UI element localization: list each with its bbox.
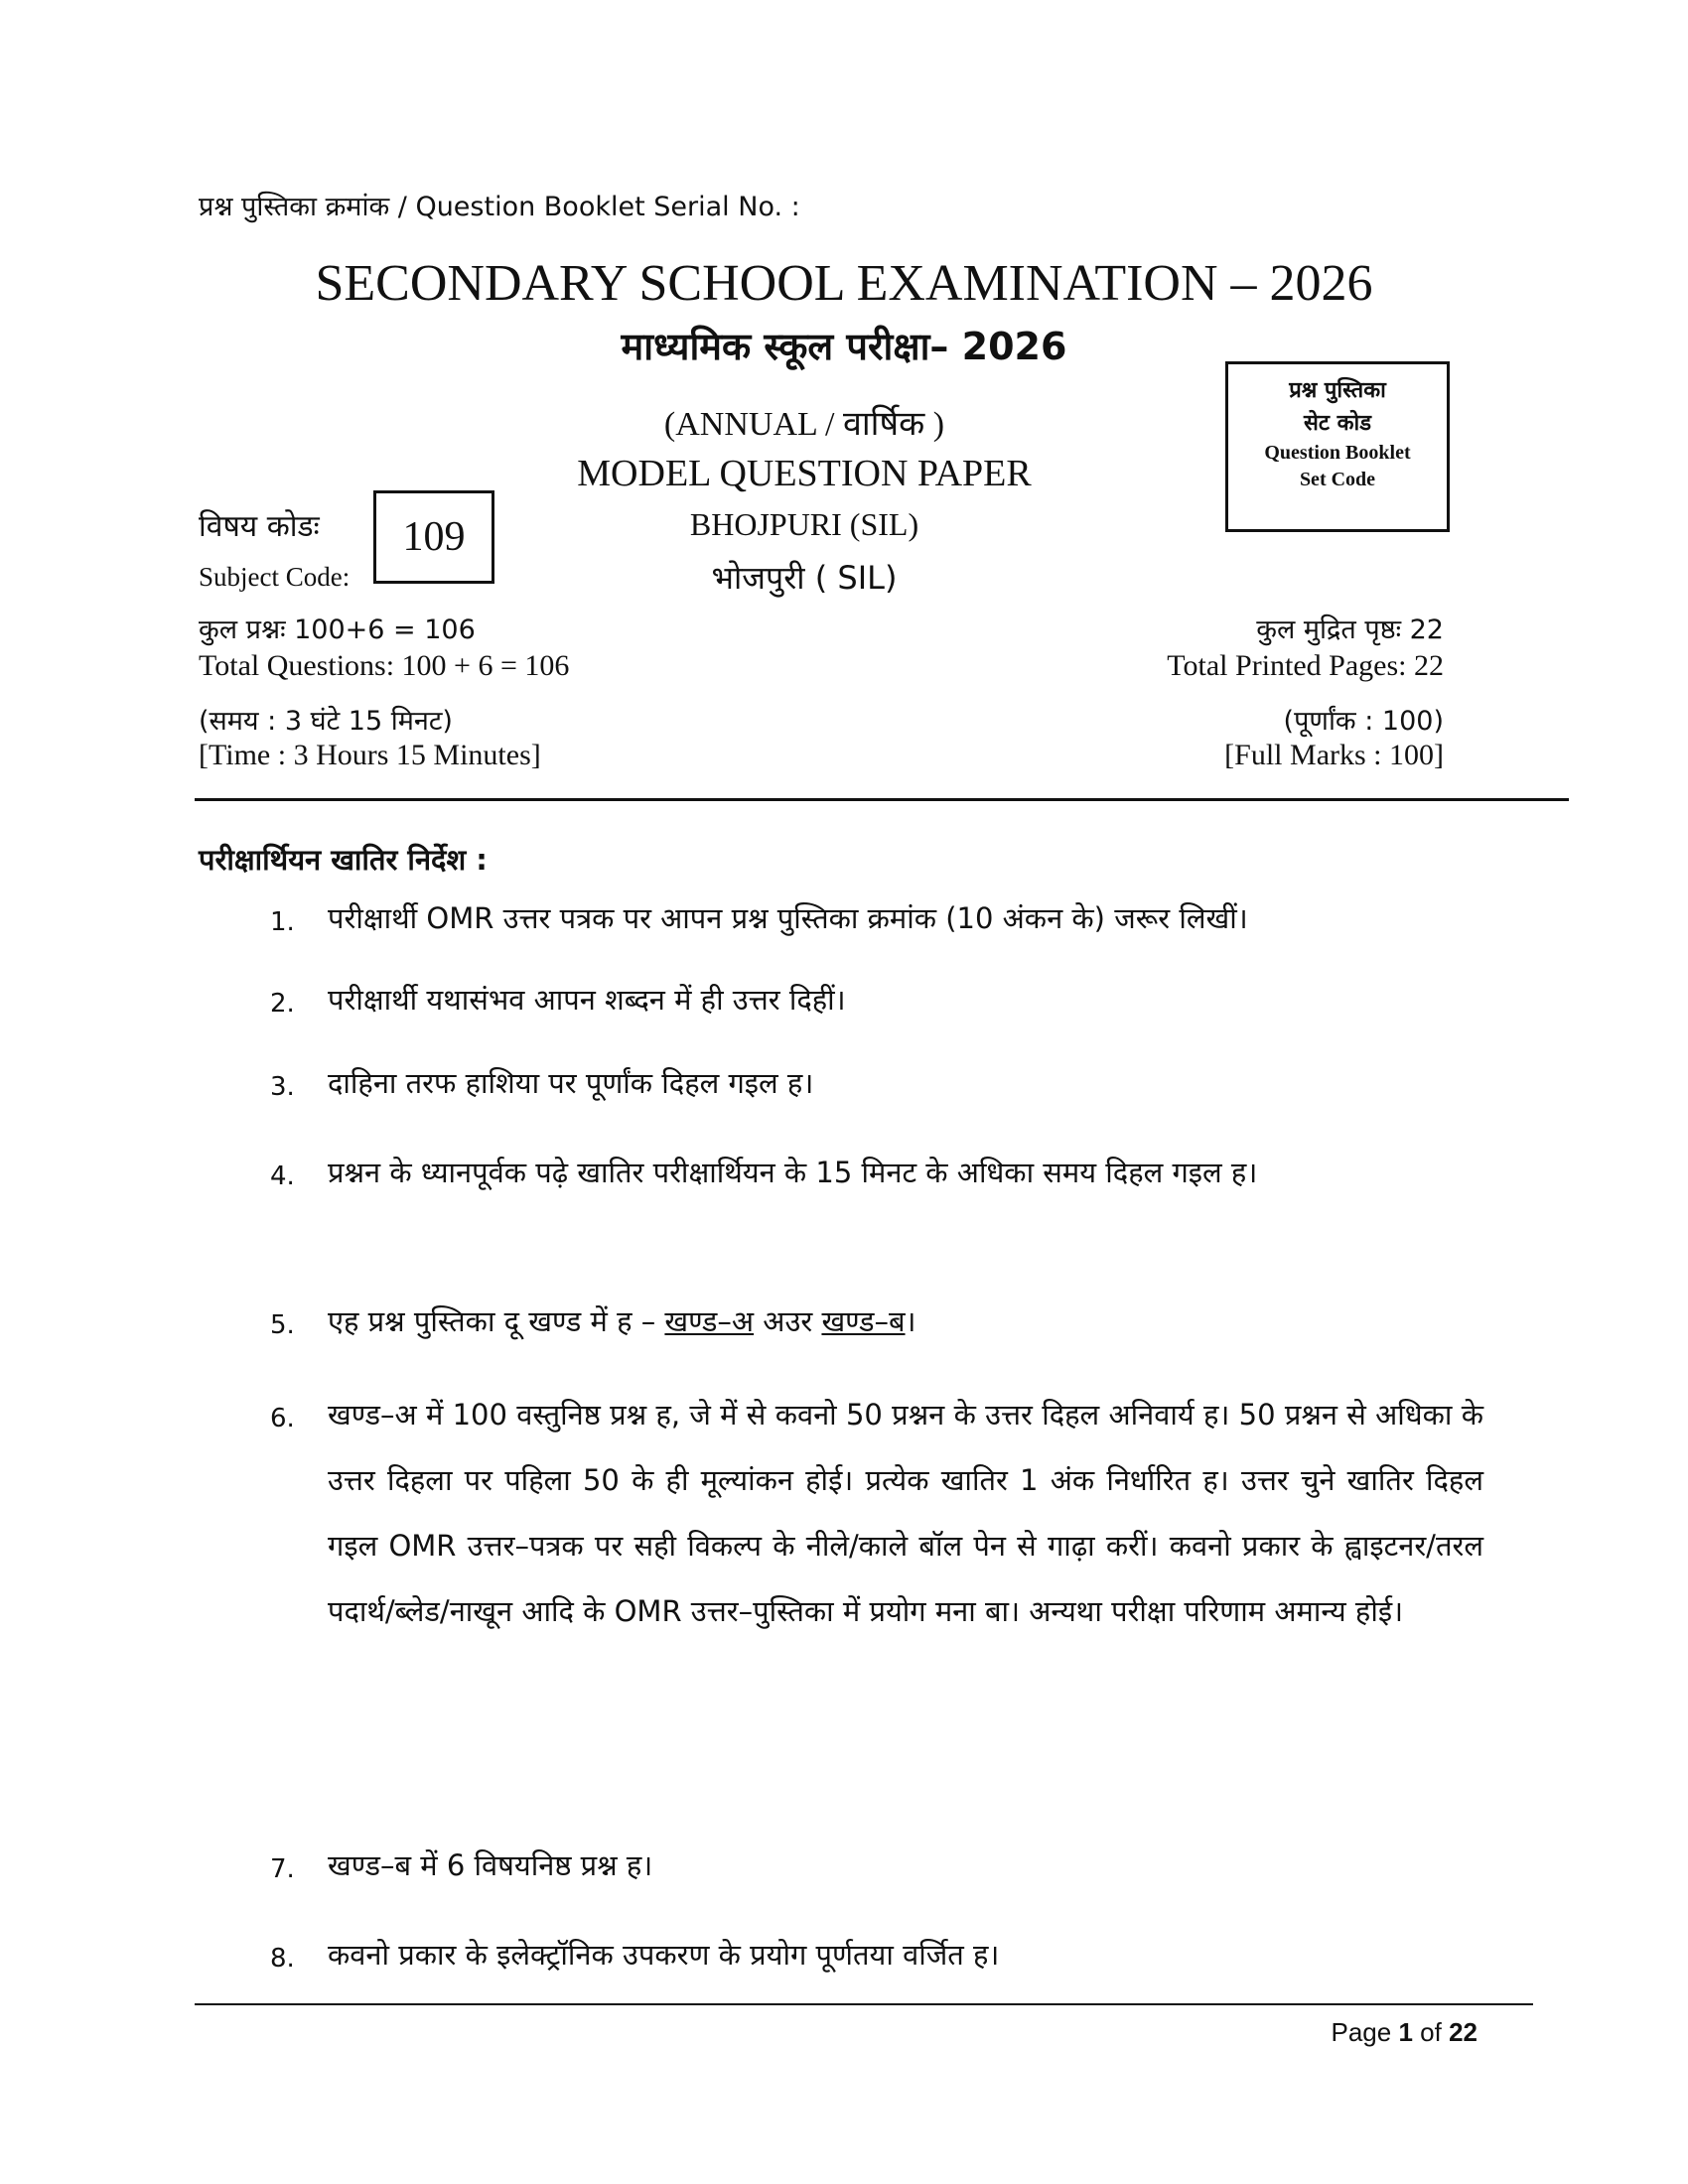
instruction-text: कवनो प्रकार के इलेक्ट्रॉनिक उपकरण के प्रयोग पूर्णतया वर्जित ह। bbox=[328, 1938, 1000, 1972]
subject-name-hindi: भोजपुरी ( SIL) bbox=[711, 559, 898, 597]
instruction-number: 7. bbox=[270, 1854, 295, 1884]
annual-label: (ANNUAL / वार्षिक ) bbox=[663, 406, 945, 443]
instruction-text: प्रश्नन के ध्यानपूर्वक पढ़े खातिर परीक्षार्थियन के 15 मिनट के अधिका समय दिहल गइल ह। bbox=[328, 1156, 1258, 1189]
instruction-number: 1. bbox=[270, 907, 295, 937]
time-hindi: (समय : 3 घंटे 15 मिनट) bbox=[199, 706, 453, 737]
instruction-text: परीक्षार्थी यथासंभव आपन शब्दन में ही उत्तर दिहीं। bbox=[328, 983, 846, 1017]
full-marks-english: [Full Marks : 100] bbox=[1224, 739, 1444, 771]
page-number: 1 bbox=[1398, 2017, 1413, 2047]
subject-code-box: 109 bbox=[373, 490, 494, 584]
paper-type: MODEL QUESTION PAPER bbox=[577, 453, 1032, 494]
instruction-text-mid: अउर bbox=[754, 1304, 822, 1338]
serial-number-label: प्रश्न पुस्तिका क्रमांक / Question Booklet Serial No. : bbox=[199, 192, 800, 222]
instruction-text: परीक्षार्थी OMR उत्तर पत्रक पर आपन प्रश्न पुस्तिका क्रमांक (10 अंकन के) जरूर लिखीं। bbox=[328, 901, 1248, 935]
subject-name-english: BHOJPURI (SIL) bbox=[689, 506, 919, 542]
set-code-line2: सेट कोड bbox=[1304, 411, 1371, 436]
instruction-text: खण्ड–ब में 6 विषयनिष्ठ प्रश्न ह। bbox=[328, 1848, 653, 1882]
full-marks-hindi: (पूर्णांक : 100) bbox=[1283, 706, 1444, 737]
instruction-number: 8. bbox=[270, 1944, 295, 1974]
subject-code-label-hindi: विषय कोडः bbox=[199, 509, 320, 544]
exam-title-english: SECONDARY SCHOOL EXAMINATION – 2026 bbox=[315, 255, 1373, 312]
exam-title-hindi: माध्यमिक स्कूल परीक्षा– 2026 bbox=[621, 325, 1067, 368]
set-code-line1: प्रश्न पुस्तिका bbox=[1289, 378, 1386, 403]
total-questions-hindi: कुल प्रश्नः 100+6 = 106 bbox=[199, 614, 476, 645]
set-code-line3: Question Booklet bbox=[1264, 442, 1411, 464]
page-total: 22 bbox=[1449, 2017, 1477, 2047]
divider-top bbox=[195, 798, 1569, 801]
instruction-text-pre: एह प्रश्न पुस्तिका दू खण्ड में ह – bbox=[328, 1304, 665, 1338]
page-footer bbox=[1331, 2017, 1477, 2048]
total-questions-english: Total Questions: 100 + 6 = 106 bbox=[199, 649, 570, 682]
total-pages-english: Total Printed Pages: 22 bbox=[1167, 649, 1444, 682]
instruction-number: 3. bbox=[270, 1072, 295, 1102]
section-b-link-text: खण्ड–ब bbox=[821, 1304, 906, 1338]
instruction-number: 4. bbox=[270, 1161, 295, 1191]
instruction-number: 6. bbox=[270, 1404, 295, 1433]
subject-code-label-english: Subject Code: bbox=[199, 562, 351, 592]
instruction-text-post: । bbox=[905, 1304, 916, 1338]
instruction-number: 5. bbox=[270, 1310, 295, 1340]
total-pages-hindi: कुल मुद्रित पृष्ठः 22 bbox=[1256, 614, 1444, 645]
section-a-link-text: खण्ड–अ bbox=[664, 1304, 755, 1338]
time-english: [Time : 3 Hours 15 Minutes] bbox=[199, 739, 541, 771]
set-code-line4: Set Code bbox=[1299, 469, 1376, 490]
instruction-text: खण्ड–अ में 100 वस्तुनिष्ठ प्रश्न ह, जे में से कवनो 50 प्रश्नन के उत्तर दिहल अनिवार्य ह। 50 प्रश्नन से अधिका के उत्तर दिहला पर पहिला 50 के ही मूल्यांकन होई। प्रत्येक खातिर 1 अंक निर्धारित ह। उत्तर चुने खातिर दिहल गइल OMR उत्तर–पत्रक पर सही विकल्प के नीले/काले बॉल पेन से गाढ़ा करीं। कवनो प्रकार के ह्वाइटनर/तरल पदार्थ/ब्लेड/नाखून आदि के OMR उत्तर–पुस्तिका में प्रयोग मना बा। अन्यथा परीक्षा परिणाम अमान्य होई। bbox=[328, 1398, 1483, 1628]
instruction-text: दाहिना तरफ हाशिया पर पूर्णांक दिहल गइल ह। bbox=[328, 1066, 814, 1100]
of-word: of bbox=[1420, 2017, 1442, 2047]
page-word: Page bbox=[1331, 2017, 1392, 2047]
instructions-heading: परीक्षार्थियन खातिर निर्देश : bbox=[199, 843, 488, 877]
instruction-number: 2. bbox=[270, 989, 295, 1019]
divider-bottom bbox=[195, 2003, 1533, 2005]
instruction-text bbox=[328, 1289, 1483, 1354]
